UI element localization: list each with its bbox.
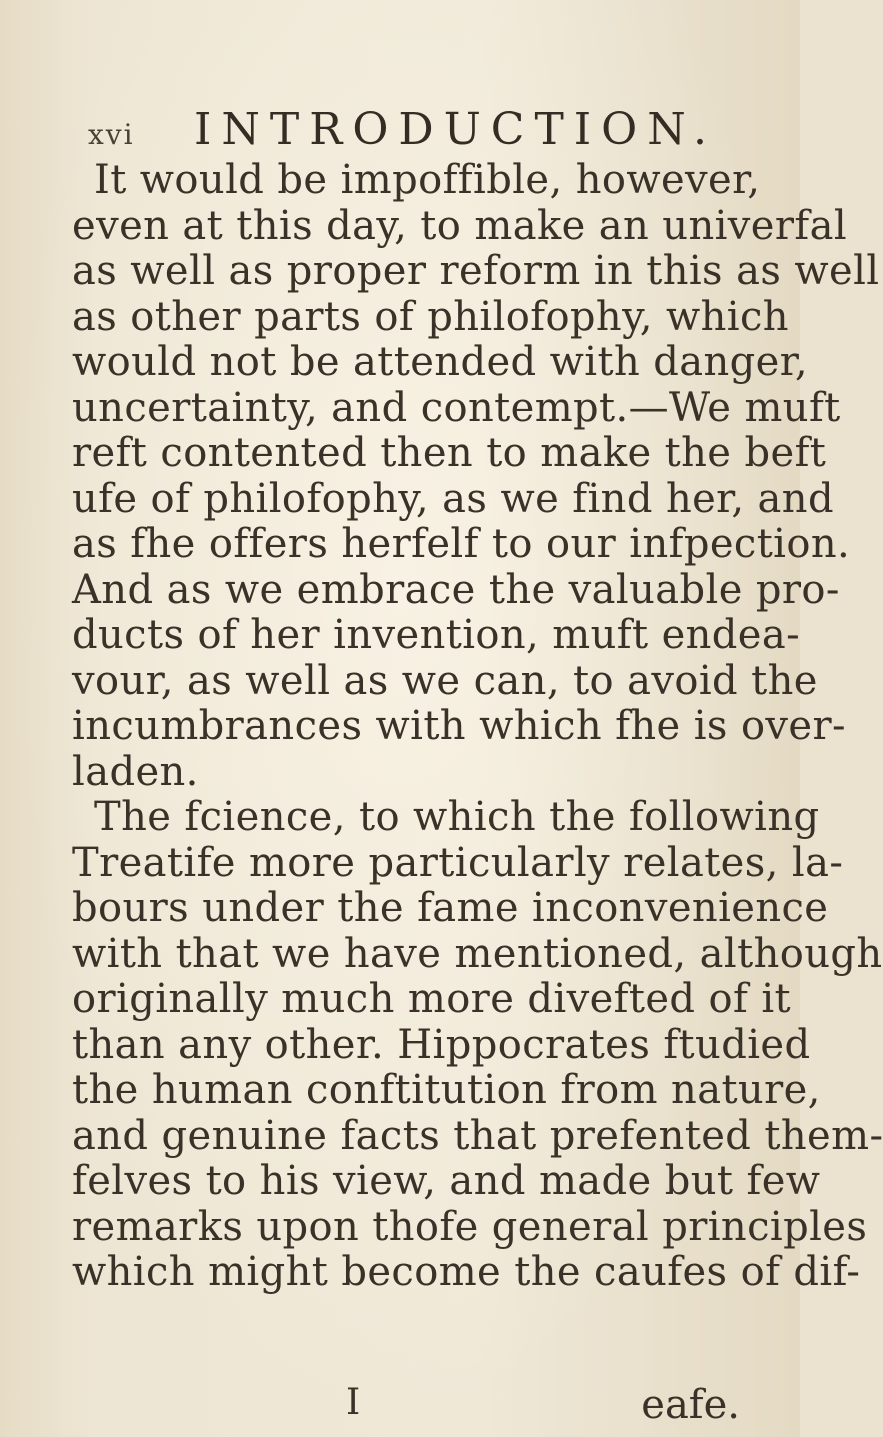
- text-line: felves to his view, and made but few: [72, 1158, 821, 1204]
- running-head: INTRODUCTION.: [194, 104, 717, 155]
- text-line: remarks upon thofe general principles: [72, 1203, 868, 1250]
- text-line: and genuine facts that prefented them-: [72, 1112, 883, 1159]
- text-line: incumbrances with which fhe is over-: [72, 703, 846, 749]
- text-line: which might become the caufes of dif-: [72, 1249, 861, 1295]
- text-line: vour, as well as we can, to avoid the: [72, 657, 818, 704]
- text-line: as fhe offers herfelf to our infpection.: [72, 521, 851, 567]
- text-line: Treatife more particularly relates, la-: [72, 839, 844, 886]
- text-line: would not be attended with danger,: [72, 339, 808, 385]
- page-number: xvi: [88, 118, 135, 151]
- text-line: even at this day, to make an univerfal: [72, 202, 848, 249]
- signature-mark: I: [346, 1382, 361, 1423]
- text-line: as well as proper reform in this as well: [72, 248, 880, 294]
- text-line: ufe of philofophy, as we find her, and: [72, 475, 834, 522]
- text-line: ducts of her invention, muft endea-: [72, 612, 801, 658]
- text-line: And as we embrace the valuable pro-: [72, 566, 840, 613]
- text-line: It would be impoffible, however,: [94, 157, 761, 203]
- text-line: bours under the fame inconvenience: [72, 885, 829, 931]
- page-header: [88, 104, 728, 160]
- text-line: uncertainty, and contempt.—We muft: [72, 384, 841, 431]
- text-line: as other parts of philofophy, which: [72, 293, 789, 340]
- text-line: than any other. Hippocrates ftudied: [72, 1021, 811, 1068]
- body-text: [72, 157, 883, 1296]
- text-line: The fcience, to which the following: [94, 794, 820, 840]
- text-line: with that we have mentioned, although: [72, 930, 883, 977]
- text-line: the human conftitution from nature,: [72, 1067, 821, 1113]
- catchword: eafe.: [641, 1382, 740, 1428]
- page-footer: [72, 1382, 740, 1428]
- text-line: originally much more divefted of it: [72, 976, 791, 1022]
- text-line: reft contented then to make the beft: [72, 430, 827, 476]
- text-line: laden.: [72, 748, 199, 795]
